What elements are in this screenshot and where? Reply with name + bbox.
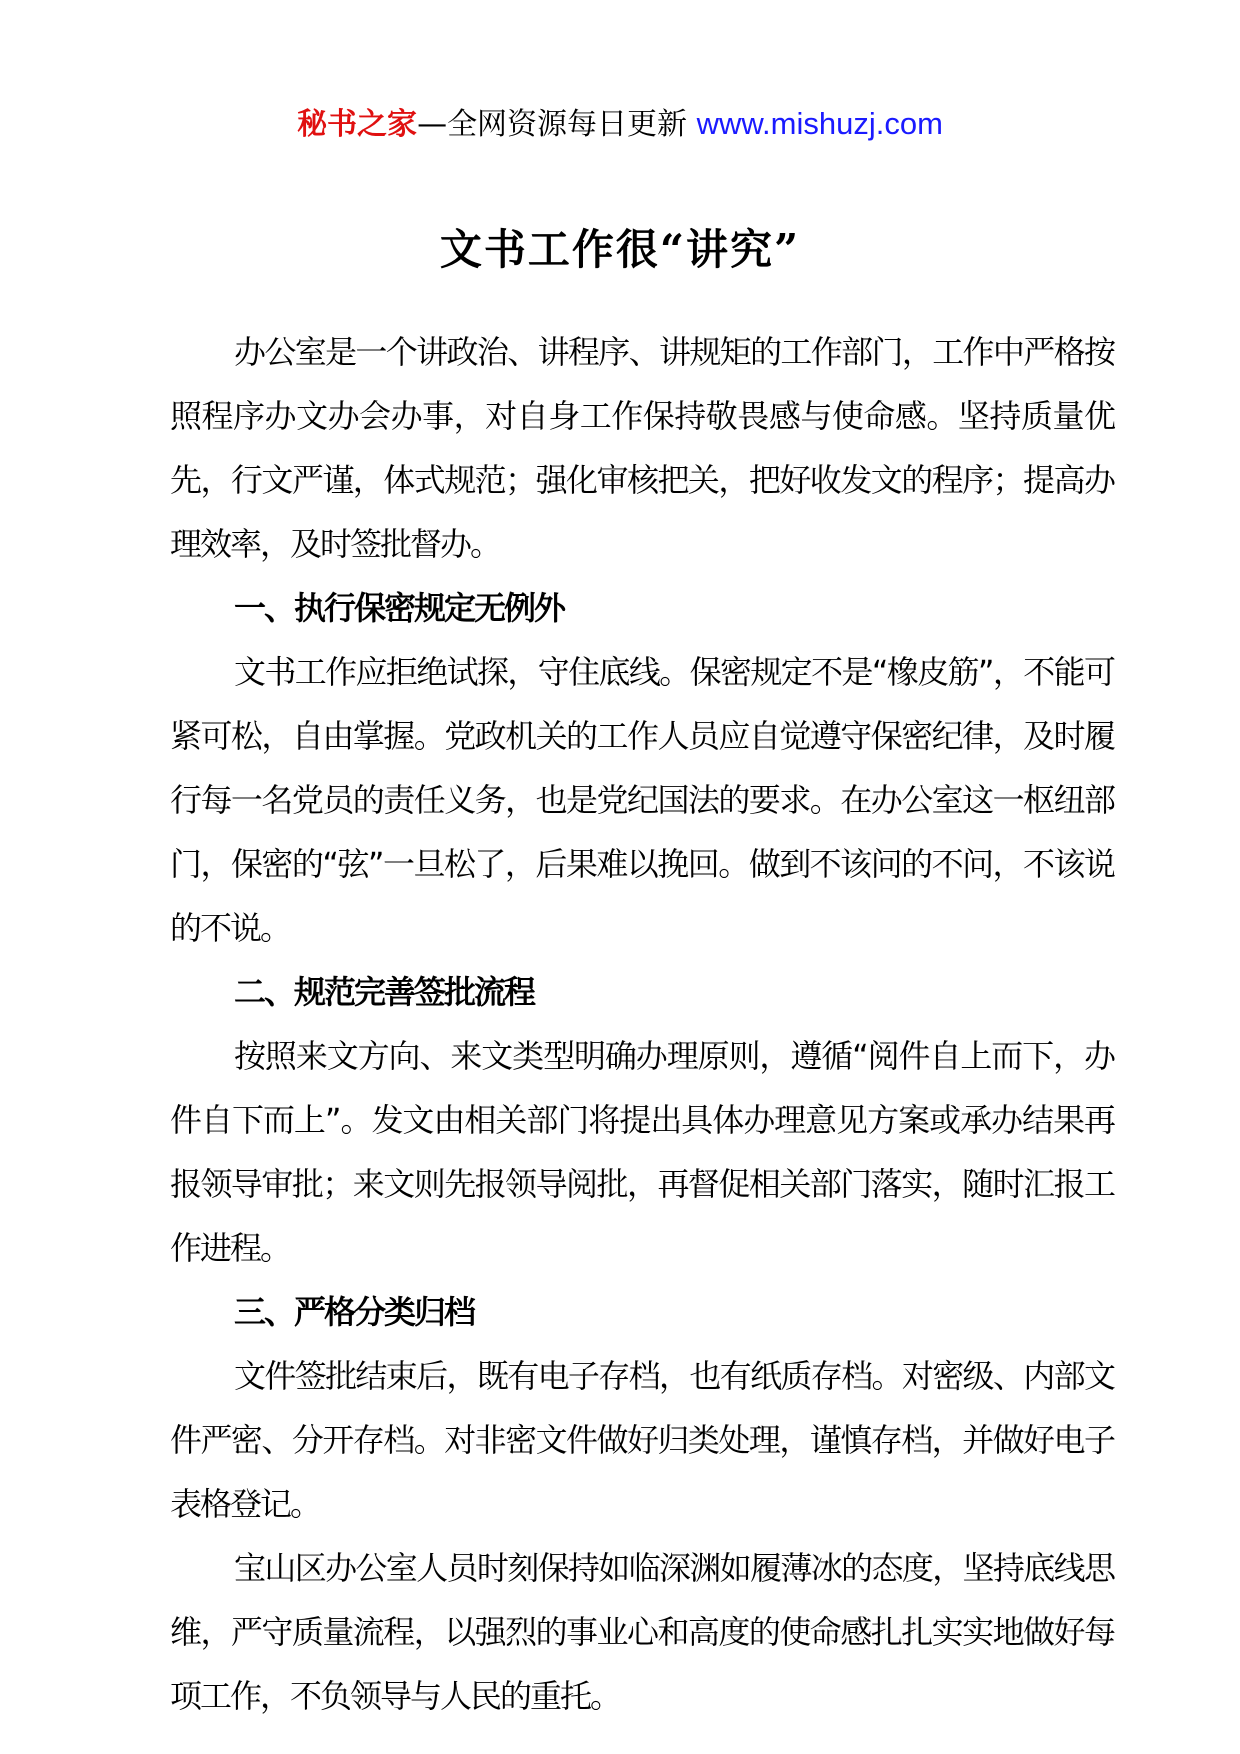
site-tagline: —全网资源每日更新 [417,107,688,142]
site-brand: 秘书之家 [297,107,418,142]
site-header [0,104,1240,145]
section-heading-2: 二、规范完善签批流程 [234,973,535,1011]
section-paragraph-2: 按照来文方向、来文类型明确办理原则，遵循“阅件自上而下，办件自下而上”。发文由相关部门将提出具体办理意见方案或承办结果再报领导审批；来文则先报领导阅批，再督促相关部门落实，随时汇报工作进程。 [170,1037,1114,1267]
section-heading-3: 三、严格分类归档 [234,1293,475,1331]
document-body [170,320,1114,1728]
site-url-link[interactable]: www.mishuzj.com [696,106,943,141]
closing-paragraph: 宝山区办公室人员时刻保持如临深渊如履薄冰的态度，坚持底线思维，严守质量流程，以强烈的事业心和高度的使命感扎扎实实地做好每项工作，不负领导与人民的重托。 [170,1549,1114,1715]
intro-paragraph: 办公室是一个讲政治、讲程序、讲规矩的工作部门，工作中严格按照程序办文办会办事，对自身工作保持敬畏感与使命感。坚持质量优先，行文严谨，体式规范；强化审核把关，把好收发文的程序；提高办理效率，及时签批督办。 [170,333,1114,563]
section-paragraph-1: 文书工作应拒绝试探，守住底线。保密规定不是“橡皮筋”，不能可紧可松，自由掌握。党政机关的工作人员应自觉遵守保密纪律，及时履行每一名党员的责任义务，也是党纪国法的要求。在办公室这一枢纽部门，保密的“弦”一旦松了，后果难以挽回。做到不该问的不问，不该说的不说。 [170,653,1114,947]
section-heading-1: 一、执行保密规定无例外 [234,589,565,627]
section-paragraph-3: 文件签批结束后，既有电子存档，也有纸质存档。对密级、内部文件严密、分开存档。对非密文件做好归类处理，谨慎存档，并做好电子表格登记。 [170,1357,1114,1523]
document-title: 文书工作很“讲究” [439,225,801,274]
